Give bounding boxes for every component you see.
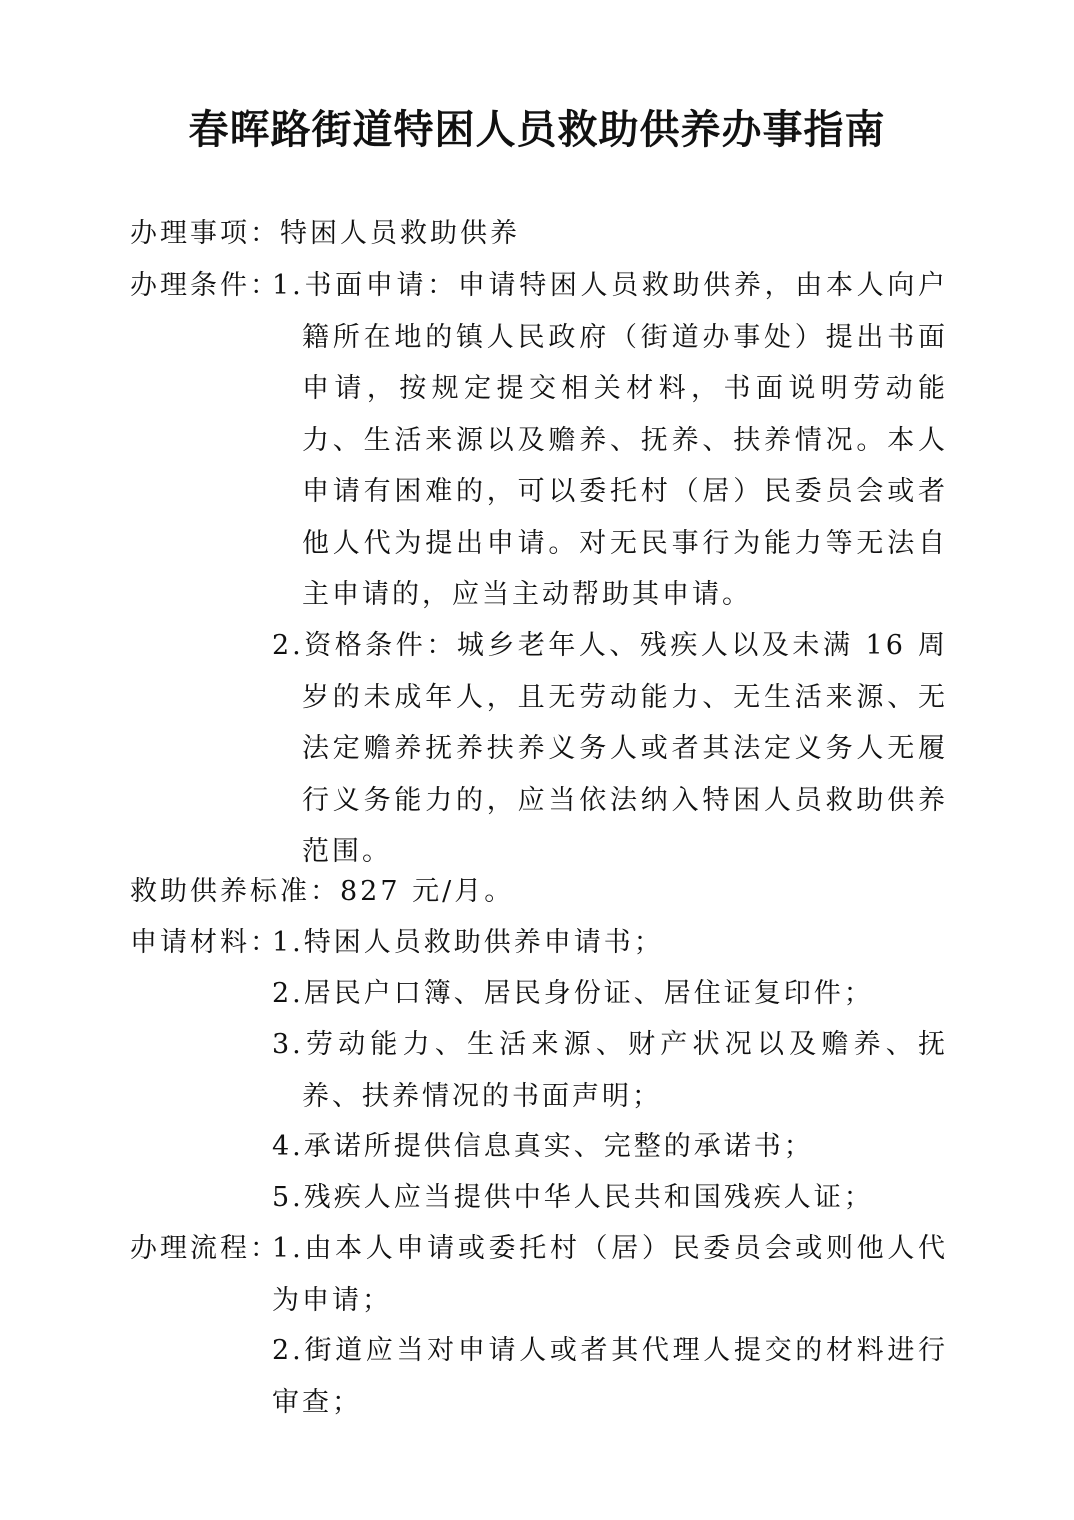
condition-item-2-num: 2. — [272, 630, 304, 661]
material-item-4-num: 4. — [272, 1131, 304, 1162]
material-item-5 — [272, 1172, 948, 1224]
materials-label: 申请材料： — [130, 927, 280, 958]
material-item-2-text: 居民户口簿、居民身份证、居住证复印件； — [303, 978, 874, 1009]
matter-value: 特困人员救助供养 — [280, 218, 520, 249]
condition-item-1-num: 1. — [272, 270, 304, 301]
condition-item-1-text: 书面申请：申请特困人员救助供养，由本人向户籍所在地的镇人民政府（街道办事处）提出书面申请，按规定提交相关材料，书面说明劳动能力、生活来源以及赡养、抚养、扶养情况。本人申请有困难的，可以委托村（居）民委员会或者他人代为提出申请。对无民事行为能力等无法自主申请的，应当主动帮助其申请。 — [302, 270, 948, 610]
process-item-1-text: 由本人申请或委托村（居）民委员会或则他人代为申请； — [272, 1233, 948, 1316]
condition-item-1 — [272, 260, 948, 621]
material-item-1-text: 特困人员救助供养申请书； — [303, 927, 664, 958]
process-label: 办理流程： — [130, 1233, 280, 1264]
material-item-5-num: 5. — [272, 1182, 304, 1213]
section-standard — [130, 866, 960, 918]
process-item-2-text: 街道应当对申请人或者其代理人提交的材料进行审查； — [272, 1335, 948, 1418]
material-item-2-num: 2. — [272, 978, 304, 1009]
material-item-3-num: 3. — [272, 1029, 304, 1060]
process-item-2 — [272, 1325, 948, 1428]
material-item-1 — [272, 917, 948, 969]
material-item-3-text: 劳动能力、生活来源、财产状况以及赡养、抚养、扶养情况的书面声明； — [302, 1029, 948, 1112]
matter-label: 办理事项： — [130, 218, 280, 249]
process-item-1-num: 1. — [272, 1233, 304, 1264]
material-item-1-num: 1. — [272, 927, 304, 958]
material-item-2 — [272, 968, 948, 1020]
material-item-4 — [272, 1121, 948, 1173]
condition-item-2-text: 资格条件：城乡老年人、残疾人以及未满 16 周岁的未成年人，且无劳动能力、无生活来源、无法定赡养抚养扶养义务人或者其法定义务人无履行义务能力的，应当依法纳入特困人员救助供养范围。 — [302, 630, 948, 867]
material-item-4-text: 承诺所提供信息真实、完整的承诺书； — [303, 1131, 814, 1162]
section-matter — [130, 208, 960, 260]
material-item-3 — [272, 1019, 948, 1122]
page-title: 春晖路街道特困人员救助供养办事指南 — [188, 106, 886, 153]
material-item-5-text: 残疾人应当提供中华人民共和国残疾人证； — [303, 1182, 874, 1213]
standard-label: 救助供养标准： — [130, 876, 340, 907]
condition-item-2 — [272, 620, 948, 878]
standard-value: 827 元/月。 — [340, 876, 515, 907]
process-item-1 — [272, 1223, 948, 1326]
process-item-2-num: 2. — [272, 1335, 304, 1366]
conditions-label: 办理条件： — [130, 270, 280, 301]
